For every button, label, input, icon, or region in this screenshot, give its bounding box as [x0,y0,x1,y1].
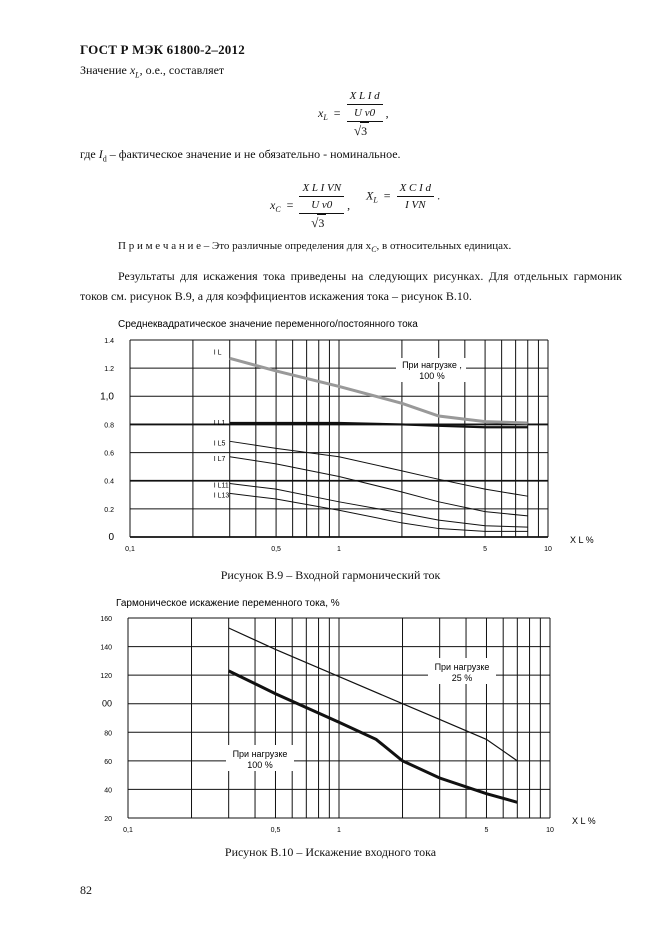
annotation-line: 100 % [419,371,445,381]
formula-xl-numerator: X L I d [347,88,383,105]
xl-intro [80,62,224,83]
y-tick-label: 80 [104,730,112,738]
series-line [229,628,518,761]
figure1-caption: Рисунок В.9 – Входной гармонический ток [220,568,441,582]
y-tick-label: 0.4 [104,478,114,486]
formula-xl: $x_L$ = X L I d U v0 √ 3 , [318,88,389,140]
y-tick-label: 1,0 [100,391,114,403]
x-axis-label: X L % [572,816,596,826]
id-var: I [98,147,103,161]
series-label: I L1 [213,420,226,428]
annotation-line: При нагрузке , [402,360,462,370]
note-sub: C [371,245,377,255]
x-tick-label: 1 [337,546,341,553]
y-tick-label: 0.8 [104,422,114,430]
page-number: 82 [80,883,92,897]
y-tick-label: 60 [104,758,112,766]
curve-label-100: При нагрузке [232,749,288,759]
id-definition [80,146,401,167]
formula-xc-denominator: U v0 [299,197,344,214]
formula-xl-lhs-sub: L [323,113,328,123]
formula-xc-fraction [299,180,344,232]
series-label: I L11 [213,482,229,490]
formula-xc-root: √ 3 [317,214,326,231]
formula-XL-numerator: X C I d [397,180,434,197]
formula-xl-tail: , [385,105,389,120]
series-label: I L7 [213,455,226,463]
formula-xc-tail: , [347,197,351,212]
x-tick-label: 0,1 [125,546,135,553]
x-tick-label: 10 [546,827,554,834]
id-var-sub: d [102,154,107,164]
figure2-caption: Рисунок В.10 – Искажение входного тока [224,845,437,859]
y-tick-label: 1.2 [104,366,114,374]
harmonic-current-chart [0,310,661,570]
formula-xc-lhs: x [270,197,276,212]
curve-label-25: При нагрузке [434,662,490,672]
formula-xc: $x_C$ = X L I VN U v0 √ 3 , [270,180,350,232]
formula-xl-denominator: U v0 [347,105,383,122]
note [118,238,511,258]
curve-label-25: 25 % [451,673,473,683]
x-tick-label: 0,1 [123,827,133,834]
series-label: I L5 [213,440,226,448]
formula-XL-lhs: X [366,188,374,203]
series-label: I L13 [213,492,230,500]
formula-xc-numerator: X L I VN [299,180,344,197]
x-tick-label: 5 [484,827,489,834]
y-tick-label: 120 [100,673,112,681]
xl-var: x [129,63,136,77]
note-text-end: , в относительных единицах. [376,240,512,252]
formula-xl-lhs: x [318,105,324,120]
formula-xl-root: √ 3 [360,122,369,139]
note-label: П р и м е ч а н и е [118,240,201,252]
x-tick-label: 5 [483,546,488,553]
y-tick-label: 0 [108,532,114,543]
document-header: ГОСТ Р МЭК 61800-2–2012 [80,42,245,57]
series-line [230,484,528,528]
x-tick-label: 0,5 [271,546,281,553]
y-tick-label: 0.6 [104,450,114,458]
x-tick-label: 10 [544,546,552,553]
y-tick-label: 40 [104,787,112,795]
formula-XL-lhs-sub: L [373,195,378,205]
current-distortion-chart [0,590,661,840]
id-post: – фактическое значение и не обязательно - номинальное. [106,147,401,161]
formula-XL-fraction [397,180,434,213]
xl-var-sub: L [135,70,140,80]
y-tick-label: 0.2 [104,506,114,514]
formula-xl-fraction [347,88,383,140]
x-axis-label: X L % [570,535,594,545]
id-pre: где [80,147,99,161]
chart-title: Гармоническое искажение переменного тока, % [116,598,340,609]
results-paragraph: Результаты для искажения тока приведены на следующих рисунках. Для отдельных гармоник токов см. рисунок В.9, а для коэффициентов искажения тока – рисунок В.10. [80,269,622,303]
y-tick-label: 160 [100,616,112,623]
y-tick-label: 00 [101,698,112,709]
series-line [230,441,528,496]
x-tick-label: 0,5 [270,827,281,834]
xl-intro-pre: Значение [80,63,130,77]
y-tick-label: 1.4 [104,338,114,345]
series-label: I L [213,349,222,357]
xl-intro-post: , о.е., составляет [139,63,225,77]
formula-XL-denominator: I VN [405,199,426,211]
formula-XL: $X_L$ = $\frac{\text{X C I d}}{\text{I VN}}$ . [366,182,441,211]
y-tick-label: 20 [104,816,112,823]
formula-XL-tail: . [437,188,441,203]
chart-title: Среднеквадратическое значение переменного/постоянного тока [118,319,418,330]
x-tick-label: 1 [337,827,341,834]
curve-label-100: 100 % [247,760,273,770]
y-tick-label: 140 [100,644,112,652]
note-text: – Это различные определения для x [201,240,372,252]
formula-xc-lhs-sub: C [275,205,281,215]
